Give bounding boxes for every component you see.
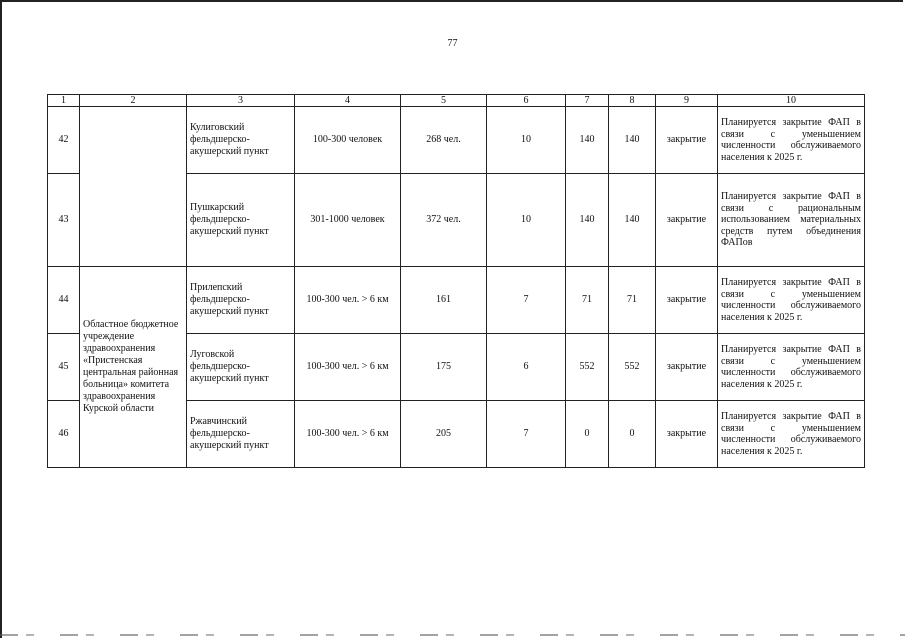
header-cell: 4 <box>295 95 401 107</box>
row-number: 42 <box>48 107 80 174</box>
column-7-value: 552 <box>566 334 609 401</box>
row-number: 43 <box>48 174 80 267</box>
column-8-value: 140 <box>609 107 656 174</box>
planned-action: закрытие <box>656 174 718 267</box>
header-cell: 6 <box>487 95 566 107</box>
column-8-value: 140 <box>609 174 656 267</box>
population-count: 175 <box>401 334 487 401</box>
column-8-value: 71 <box>609 267 656 334</box>
planned-action: закрытие <box>656 334 718 401</box>
column-7-value: 140 <box>566 174 609 267</box>
facility-name: Пушкарский фельдшерско-акушерский пункт <box>187 174 295 267</box>
column-8-value: 0 <box>609 401 656 468</box>
note-text: Планируется закрытие ФАП в связи с уменьшением численности обслуживаемого населения к 2025 г. <box>718 401 865 468</box>
population-count: 268 чел. <box>401 107 487 174</box>
column-6-value: 7 <box>487 401 566 468</box>
population-count: 372 чел. <box>401 174 487 267</box>
facility-name: Прилепский фельдшерско-акушерский пункт <box>187 267 295 334</box>
column-7-value: 0 <box>566 401 609 468</box>
facilities-table <box>47 94 865 468</box>
column-6-value: 7 <box>487 267 566 334</box>
header-cell: 8 <box>609 95 656 107</box>
facility-name: Кулиговский фельдшерско-акушерский пункт <box>187 107 295 174</box>
planned-action: закрытие <box>656 107 718 174</box>
facility-name: Луговской фельдшерско-акушерский пункт <box>187 334 295 401</box>
header-row <box>48 95 865 107</box>
population-count: 161 <box>401 267 487 334</box>
organization-cell <box>80 107 187 267</box>
header-cell: 1 <box>48 95 80 107</box>
column-7-value: 140 <box>566 107 609 174</box>
facility-name: Ржавчинский фельдшерско-акушерский пункт <box>187 401 295 468</box>
note-text: Планируется закрытие ФАП в связи с уменьшением численности обслуживаемого населения к 2025 г. <box>718 267 865 334</box>
header-cell: 5 <box>401 95 487 107</box>
population-group: 100-300 чел. > 6 км <box>295 401 401 468</box>
table-row <box>48 267 865 334</box>
column-6-value: 6 <box>487 334 566 401</box>
population-group: 100-300 человек <box>295 107 401 174</box>
scan-edge-mark <box>0 634 905 636</box>
table-row <box>48 107 865 174</box>
column-6-value: 10 <box>487 174 566 267</box>
population-count: 205 <box>401 401 487 468</box>
page-number: 77 <box>447 38 458 49</box>
organization-cell: Областное бюджетное учреждение здравоохранения «Пристенская центральная районная больница» комитета здравоохранения Курской области <box>80 267 187 468</box>
header-cell: 9 <box>656 95 718 107</box>
row-number: 44 <box>48 267 80 334</box>
planned-action: закрытие <box>656 267 718 334</box>
row-number: 45 <box>48 334 80 401</box>
note-text: Планируется закрытие ФАП в связи с уменьшением численности обслуживаемого населения к 2025 г. <box>718 334 865 401</box>
population-group: 100-300 чел. > 6 км <box>295 267 401 334</box>
planned-action: закрытие <box>656 401 718 468</box>
population-group: 301-1000 человек <box>295 174 401 267</box>
header-cell: 10 <box>718 95 865 107</box>
header-cell: 7 <box>566 95 609 107</box>
column-6-value: 10 <box>487 107 566 174</box>
header-cell: 3 <box>187 95 295 107</box>
column-7-value: 71 <box>566 267 609 334</box>
note-text: Планируется закрытие ФАП в связи с уменьшением численности обслуживаемого населения к 2025 г. <box>718 107 865 174</box>
header-cell: 2 <box>80 95 187 107</box>
population-group: 100-300 чел. > 6 км <box>295 334 401 401</box>
column-8-value: 552 <box>609 334 656 401</box>
note-text: Планируется закрытие ФАП в связи с рациональным использованием материальных средств путем объединения ФАПов <box>718 174 865 267</box>
row-number: 46 <box>48 401 80 468</box>
